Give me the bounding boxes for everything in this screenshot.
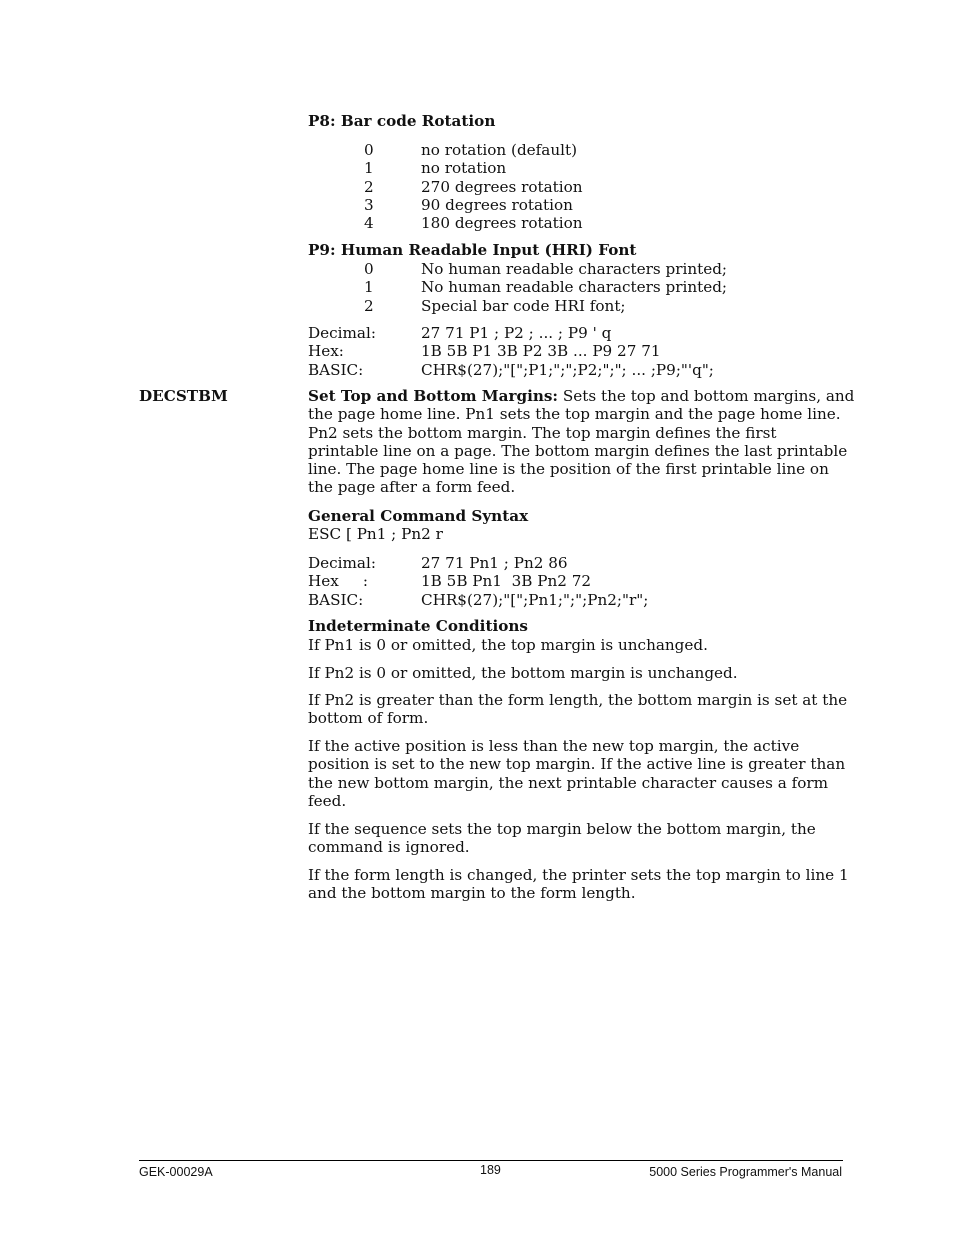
syntax-text: ESC [ Pn1 ; Pn2 r xyxy=(308,525,443,543)
description-line: the page home line. Pn1 sets the top margin and the page home line. xyxy=(308,405,841,424)
code-label: BASIC: xyxy=(308,360,364,379)
list-item xyxy=(308,196,848,214)
item-text: no rotation xyxy=(421,159,507,178)
code-value: 27 71 P1 ; P2 ; ... ; P9 ' q xyxy=(421,324,612,342)
item-text: No human readable characters printed; xyxy=(421,260,728,278)
p9-code-table xyxy=(308,324,848,379)
description-line: Pn2 sets the bottom margin. The top margin defines the first xyxy=(308,423,777,442)
list-item xyxy=(308,159,848,177)
list-item xyxy=(308,214,848,232)
code-value: 1B 5B P1 3B P2 3B ... P9 27 71 xyxy=(421,342,661,361)
item-text: 180 degrees rotation xyxy=(421,214,583,233)
code-label: Decimal: xyxy=(308,554,376,572)
paragraph-line: the new bottom margin, the next printable character causes a form xyxy=(308,773,829,792)
list-item xyxy=(308,297,848,315)
code-label: Hex : xyxy=(308,572,369,591)
item-number: 0 xyxy=(364,141,374,159)
description-line: the page after a form feed. xyxy=(308,478,516,497)
p9-list xyxy=(308,260,848,315)
list-item xyxy=(308,178,848,196)
list-item xyxy=(308,141,848,159)
item-number: 1 xyxy=(364,278,374,297)
condition-paragraph xyxy=(308,737,848,810)
paragraph-line: If Pn2 is 0 or omitted, the bottom margin is unchanged. xyxy=(308,664,738,682)
condition-paragraph xyxy=(308,636,848,654)
paragraph-line: If Pn2 is greater than the form length, the bottom margin is set at the xyxy=(308,691,848,709)
code-label: Decimal: xyxy=(308,324,376,342)
item-text: No human readable characters printed; xyxy=(421,278,728,297)
paragraph-line: feed. xyxy=(308,791,347,810)
paragraph-line: command is ignored. xyxy=(308,838,470,857)
item-number: 3 xyxy=(364,195,374,214)
list-item xyxy=(308,278,848,296)
code-value: 1B 5B Pn1 3B Pn2 72 xyxy=(421,572,592,591)
footer-manual-title: 5000 Series Programmer's Manual xyxy=(649,1165,842,1179)
decstbm-description xyxy=(308,387,855,497)
code-value: CHR$(27);"[";Pn1;";";Pn2;"r"; xyxy=(421,590,649,609)
code-row xyxy=(308,324,848,342)
p9-heading: P9: Human Readable Input (HRI) Font xyxy=(308,241,637,259)
condition-paragraph xyxy=(308,866,848,903)
command-label: DECSTBM xyxy=(139,387,228,405)
paragraph-line: position is set to the new top margin. If the active line is greater than xyxy=(308,755,846,774)
item-number: 2 xyxy=(364,177,374,196)
condition-paragraph xyxy=(308,691,848,728)
item-number: 0 xyxy=(364,260,374,278)
condition-paragraph xyxy=(308,820,848,857)
item-number: 4 xyxy=(364,214,374,233)
list-item xyxy=(308,260,848,278)
item-text: no rotation (default) xyxy=(421,141,578,159)
condition-paragraph xyxy=(308,664,848,682)
paragraph-line: If the sequence sets the top margin below the bottom margin, the xyxy=(308,820,816,838)
code-row xyxy=(308,361,848,379)
item-text: Special bar code HRI font; xyxy=(421,296,626,315)
item-number: 2 xyxy=(364,296,374,315)
p8-list xyxy=(308,141,848,232)
code-row xyxy=(308,554,848,572)
code-row xyxy=(308,572,848,590)
footer-page-number: 189 xyxy=(480,1163,501,1177)
code-value: CHR$(27);"[";P1;";";P2;";"; ... ;P9;"'q"; xyxy=(421,360,714,379)
item-text: 270 degrees rotation xyxy=(421,177,583,196)
description-line: line. The page home line is the position of the first printable line on xyxy=(308,460,829,479)
footer-doc-id: GEK-00029A xyxy=(139,1165,213,1179)
decstbm-code-table xyxy=(308,554,848,609)
code-label: Hex: xyxy=(308,342,344,361)
paragraph-line: If the active position is less than the new top margin, the active xyxy=(308,737,800,755)
code-value: 27 71 Pn1 ; Pn2 86 xyxy=(421,554,568,572)
item-text: 90 degrees rotation xyxy=(421,195,573,214)
description-line: Sets the top and bottom margins, and xyxy=(558,387,855,405)
paragraph-line: and the bottom margin to the form length. xyxy=(308,884,636,903)
command-title: Set Top and Bottom Margins: xyxy=(308,387,559,405)
code-row xyxy=(308,591,848,609)
syntax-heading: General Command Syntax xyxy=(308,507,529,525)
code-row xyxy=(308,342,848,360)
p8-heading: P8: Bar code Rotation xyxy=(308,112,496,130)
paragraph-line: If Pn1 is 0 or omitted, the top margin is unchanged. xyxy=(308,636,708,654)
code-label: BASIC: xyxy=(308,590,364,609)
indeterminate-heading: Indeterminate Conditions xyxy=(308,617,528,635)
paragraph-line: bottom of form. xyxy=(308,709,429,728)
item-number: 1 xyxy=(364,159,374,178)
paragraph-line: If the form length is changed, the printer sets the top margin to line 1 xyxy=(308,866,849,884)
description-line: printable line on a page. The bottom margin defines the last printable xyxy=(308,441,848,460)
